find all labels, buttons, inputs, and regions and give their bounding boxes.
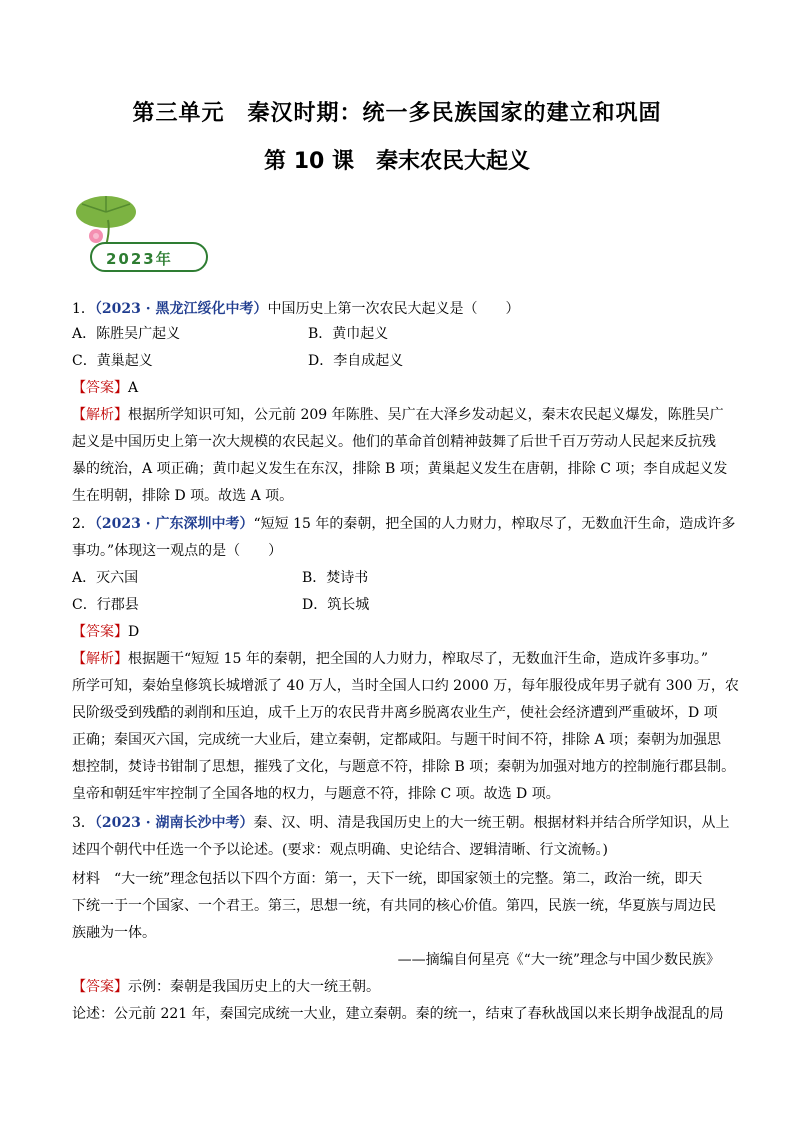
q2-option-b: B．焚诗书 <box>302 570 369 586</box>
q3-answer: 【答案】示例：秦朝是我国历史上的大一统王朝。 <box>72 979 380 995</box>
q1-analysis-line: 生在明朝，排除 D 项。故选 A 项。 <box>72 488 294 504</box>
lesson-title: 第 10 课 秦末农民大起义 <box>264 149 530 174</box>
q3-stem-line: 述四个朝代中任选一个予以论述。(要求：观点明确、史论结合、逻辑清晰、行文流畅。) <box>72 842 608 858</box>
unit-title: 第三单元 秦汉时期：统一多民族国家的建立和巩固 <box>132 101 662 126</box>
q3-material-line: 下统一于一个国家、一个君王。第三，思想一统，有共同的核心价值。第四，民族一统，华夏族与周边民 <box>72 898 716 914</box>
q2-analysis-line: 【解析】根据题干“短短 15 年的秦朝，把全国的人力财力，榨取尽了，无数血汗生命，造成许多事功。” <box>72 651 709 667</box>
q1-option-a: A．陈胜吴广起义 <box>72 326 181 342</box>
q3-source: （2023 · 湖南长沙中考） <box>94 815 254 831</box>
q2-option-d: D．筑长城 <box>302 597 370 613</box>
q3-answer-line: 论述：公元前 221 年，秦国完成统一大业，建立秦朝。秦的统一，结束了春秋战国以来长期争战混乱的局 <box>72 1006 724 1022</box>
q2-analysis-line: 皇帝和朝廷牢牢控制了全国各地的权力，与题意不符，排除 C 项。故选 D 项。 <box>72 786 560 802</box>
q3-citation: ——摘编自何星亮《“大一统”理念与中国少数民族》 <box>397 952 720 968</box>
q1-source: （2023 · 黑龙江绥化中考） <box>94 301 268 317</box>
q1-analysis-line: 起义是中国历史上第一次大规模的农民起义。他们的革命首创精神鼓舞了后世千百万劳动人民起来反抗残 <box>72 434 716 450</box>
q1-option-c: C．黄巢起义 <box>72 353 153 369</box>
q3-material-line: 材料 “大一统”理念包括以下四个方面：第一，天下一统，即国家领土的完整。第二，政治一统，即天 <box>72 871 703 887</box>
q2-stem: 2．（2023 · 广东深圳中考）“短短 15 年的秦朝，把全国的人力财力，榨取尽了，无数血汗生命，造成许多 <box>72 516 736 532</box>
q2-analysis-line: 民阶级受到残酷的剥削和压迫，成千上万的农民背井离乡脱离农业生产，使社会经济遭到严重破坏，D 项 <box>72 705 718 721</box>
q2-option-a: A．灭六国 <box>72 570 139 586</box>
q2-source: （2023 · 广东深圳中考） <box>94 516 254 532</box>
q2-option-c: C．行郡县 <box>72 597 139 613</box>
q1-analysis-line: 【解析】根据所学知识可知，公元前 209 年陈胜、吴广在大泽乡发动起义，秦末农民起义爆发，陈胜吴广 <box>72 407 724 423</box>
q1-stem: 1．（2023 · 黑龙江绥化中考）中国历史上第一次农民大起义是（ ） <box>72 301 520 317</box>
q2-analysis-line: 想控制，焚诗书钳制了思想，摧残了文化，与题意不符，排除 B 项；秦朝为加强对地方的控制施行郡县制。 <box>72 759 736 775</box>
q2-analysis-line: 所学可知，秦始皇修筑长城增派了 40 万人，当时全国人口约 2000 万，每年服役成年男子就有 300 万，农 <box>72 678 739 694</box>
q2-answer: 【答案】D <box>72 624 140 640</box>
q3-material-line: 族融为一体。 <box>72 925 156 941</box>
q1-answer: 【答案】A <box>72 380 139 396</box>
q1-analysis-line: 暴的统治，A 项正确；黄巾起义发生在东汉，排除 B 项；黄巢起义发生在唐朝，排除 C 项；李自成起义发 <box>72 461 728 477</box>
year-badge-label: 2023年 <box>106 250 173 268</box>
q3-stem: 3．（2023 · 湖南长沙中考）秦、汉、明、清是我国历史上的大一统王朝。根据材料并结合所学知识，从上 <box>72 815 730 831</box>
year-badge <box>84 190 214 280</box>
q1-option-b: B．黄巾起义 <box>308 326 389 342</box>
q1-option-d: D．李自成起义 <box>308 353 404 369</box>
q2-stem-line: 事功。”体现这一观点的是（ ） <box>72 543 283 559</box>
q2-analysis-line: 正确；秦国灭六国，完成统一大业后，建立秦朝，定都咸阳。与题干时间不符，排除 A 项；秦朝为加强思 <box>72 732 722 748</box>
